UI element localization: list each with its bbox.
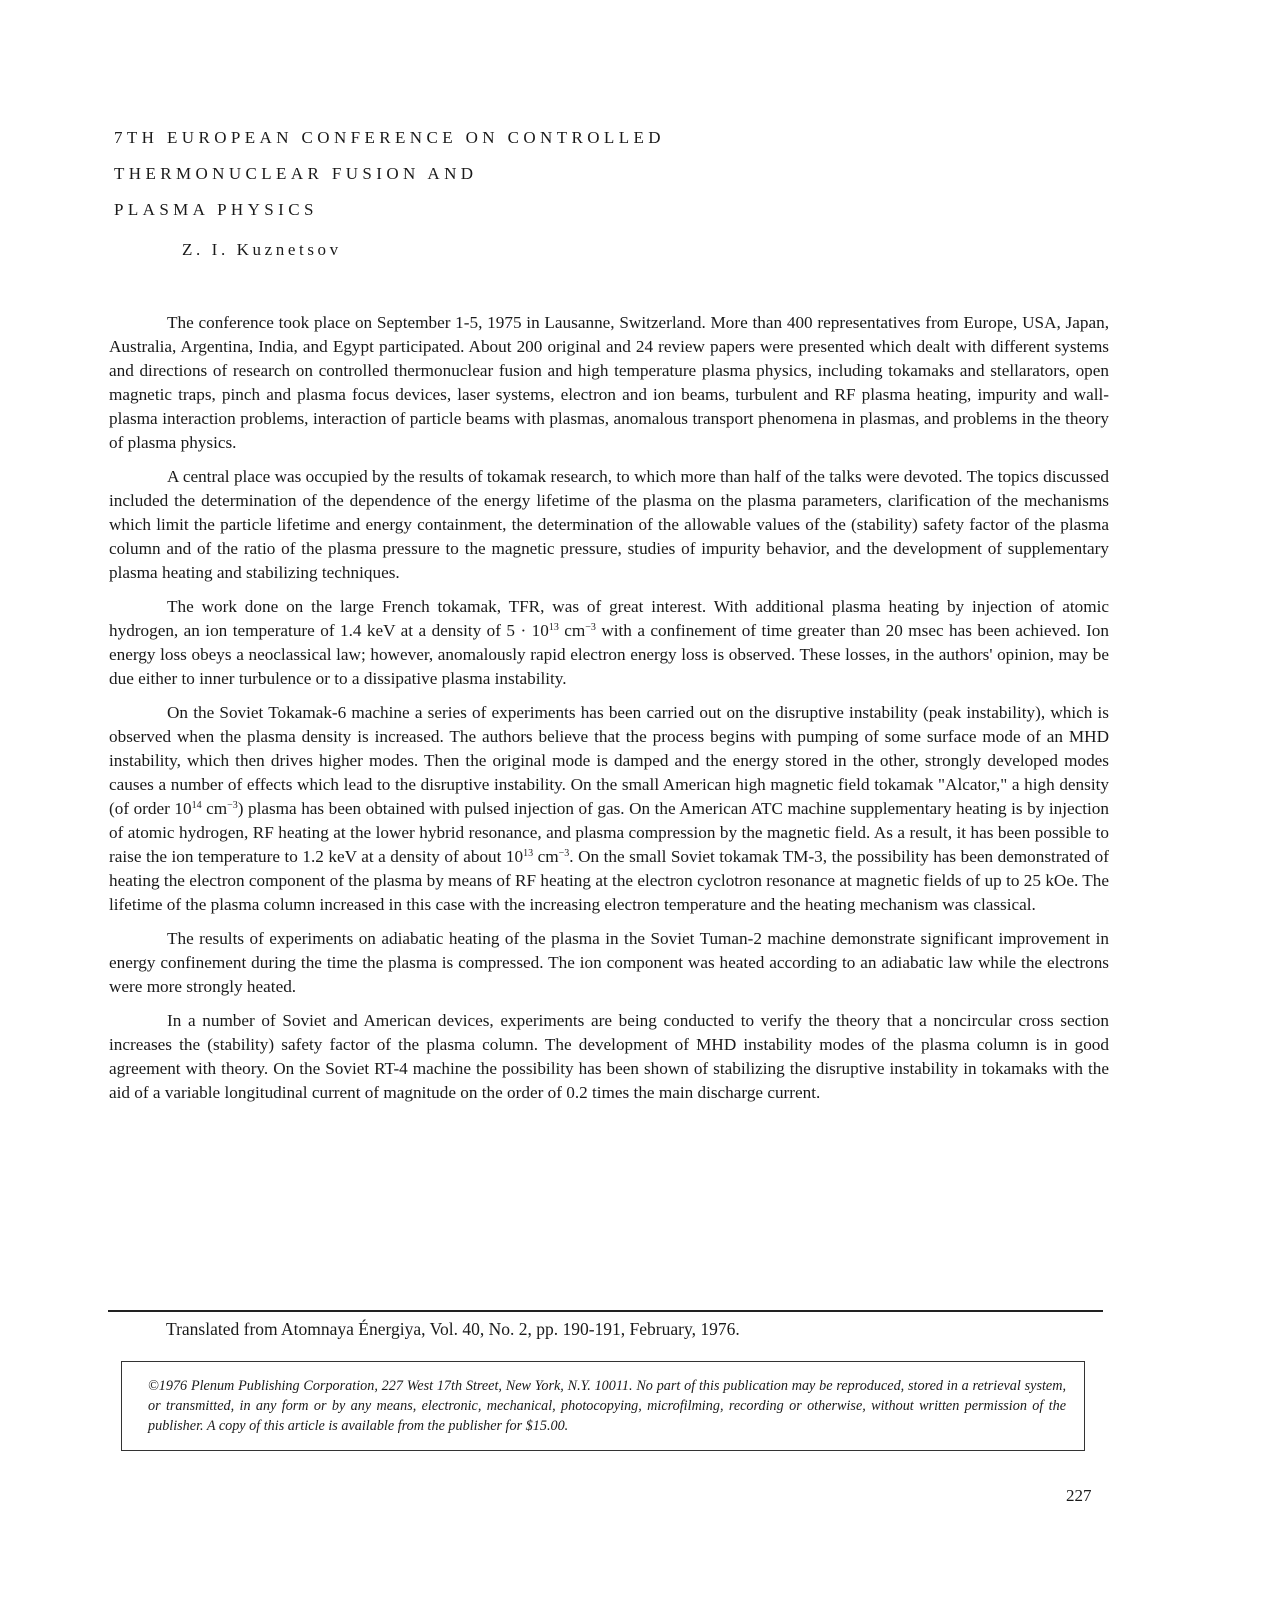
paragraph-2: A central place was occupied by the results of tokamak research, to which more than half of the talks were devoted. The topics discussed included the determination of the dependence of the energy lifetime of the plasma on the plasma parameters, clarification of the mechanisms which limit the particle lifetime and energy containment, the determination of the allowable values of the (stability) safety factor of the plasma column and of the ratio of the plasma pressure to the magnetic pressure, studies of impurity behavior, and the development of supplementary plasma heating and stabilizing techniques. bbox=[109, 467, 1109, 582]
article-body bbox=[109, 311, 1109, 1115]
author-name: Z. I. Kuznetsov bbox=[182, 240, 342, 259]
title-line-1: 7TH EUROPEAN CONFERENCE ON CONTROLLED bbox=[114, 128, 665, 147]
superscript-exponent: 13 bbox=[523, 848, 534, 859]
paragraph-3 bbox=[109, 595, 1109, 691]
paragraph-4-text-e: . On the small Soviet tokamak TM-3, the possibility has been demonstrated of heating the electron component of the plasma by means of RF heating at the electron cyclotron resonance at magnetic fields of up to 25 kOe. The lifetime of the plasma column increased in this case with the increasing electron temperature and the heating mechanism was classical. bbox=[109, 847, 1110, 914]
superscript-exponent: −3 bbox=[558, 848, 570, 859]
paragraph-4-text-a: On the Soviet Tokamak-6 machine a series of experiments has been carried out on the disruptive instability (peak instability), which is observed when the plasma density is increased. The authors believe that the process begins with pumping of some surface mode of an MHD instability, which then drives higher modes. Then the original mode is damped and the energy stored in the other, strongly developed modes causes a number of effects which lead to the disruptive instability. On the small American high magnetic field tokamak "Alcator," a high density (of order 10 bbox=[109, 703, 1109, 818]
paragraph-3-text-b: cm bbox=[558, 621, 586, 640]
paragraph-4-text-d: cm bbox=[533, 847, 559, 866]
copyright-box bbox=[121, 1361, 1085, 1451]
paragraph-1: The conference took place on September 1-5, 1975 in Lausanne, Switzerland. More than 400 representatives from Europe, USA, Japan, Australia, Argentina, India, and Egypt participated. About 200 original and 24 review papers were presented which dealt with different systems and directions of research on controlled thermonuclear fusion and high temperature plasma physics, including tokamaks and stellarators, open magnetic traps, pinch and plasma focus devices, laser systems, electron and ion beams, turbulent and RF plasma heating, impurity and wall-plasma interaction problems, interaction of particle beams with plasmas, anomalous transport phenomena in plasmas, and problems in the theory of plasma physics. bbox=[109, 313, 1109, 452]
paragraph-4-text-b: cm bbox=[201, 799, 228, 818]
paragraph-6: In a number of Soviet and American devices, experiments are being conducted to verify the theory that a noncircular cross section increases the (stability) safety factor of the plasma column. The development of MHD instability modes of the plasma column is in good agreement with theory. On the Soviet RT-4 machine the possibility has been shown of stabilizing the disruptive instability in tokamaks with the aid of a variable longitudinal current of magnitude on the order of 0.2 times the main discharge current. bbox=[109, 1011, 1109, 1102]
copyright-notice: ©1976 Plenum Publishing Corporation, 227 West 17th Street, New York, N.Y. 10011. No part of this publication may be reproduced, stored in a retrieval system, or transmitted, in any form or by any means, electronic, mechanical, photocopying, microfilming, recording or otherwise, without written permission of the publisher. A copy of this article is available from the publisher for $15.00. bbox=[148, 1378, 1066, 1434]
title-line-3: PLASMA PHYSICS bbox=[114, 200, 318, 219]
paragraph-3-text-a: The work done on the large French tokamak, TFR, was of great interest. With additional plasma heating by injection of atomic hydrogen, an ion temperature of 1.4 keV at a density of 5 · 10 bbox=[109, 597, 1109, 640]
superscript-exponent: −3 bbox=[227, 800, 238, 811]
superscript-exponent: 14 bbox=[191, 800, 202, 811]
superscript-exponent: −3 bbox=[585, 622, 596, 633]
paragraph-4 bbox=[109, 701, 1109, 917]
footnote-divider bbox=[108, 1310, 1103, 1312]
paragraph-4-text-c: ) plasma has been obtained with pulsed injection of gas. On the American ATC machine supplementary heating is by injection of atomic hydrogen, RF heating at the lower hybrid resonance, and plasma compression by the magnetic field. As a result, it has been possible to raise the ion temperature to 1.2 keV at a density of about 10 bbox=[109, 799, 1109, 866]
page-number: 227 bbox=[1066, 1486, 1092, 1505]
title-line-2: THERMONUCLEAR FUSION AND bbox=[114, 164, 478, 183]
paragraph-3-text-c: with a confinement of time greater than 20 msec has been achieved. Ion energy loss obeys a neoclassical law; however, anomalously rapid electron energy loss is observed. These losses, in the authors' opinion, may be due either to inner turbulence or to a dissipative plasma instability. bbox=[109, 621, 1109, 688]
translation-source-note: Translated from Atomnaya Énergiya, Vol. 40, No. 2, pp. 190-191, February, 1976. bbox=[166, 1319, 740, 1339]
paragraph-5: The results of experiments on adiabatic heating of the plasma in the Soviet Tuman-2 machine demonstrate significant improvement in energy confinement during the time the plasma is compressed. The ion component was heated according to an adiabatic law while the electrons were more strongly heated. bbox=[109, 929, 1109, 996]
superscript-exponent: 13 bbox=[548, 622, 559, 633]
article-title bbox=[114, 120, 1114, 228]
